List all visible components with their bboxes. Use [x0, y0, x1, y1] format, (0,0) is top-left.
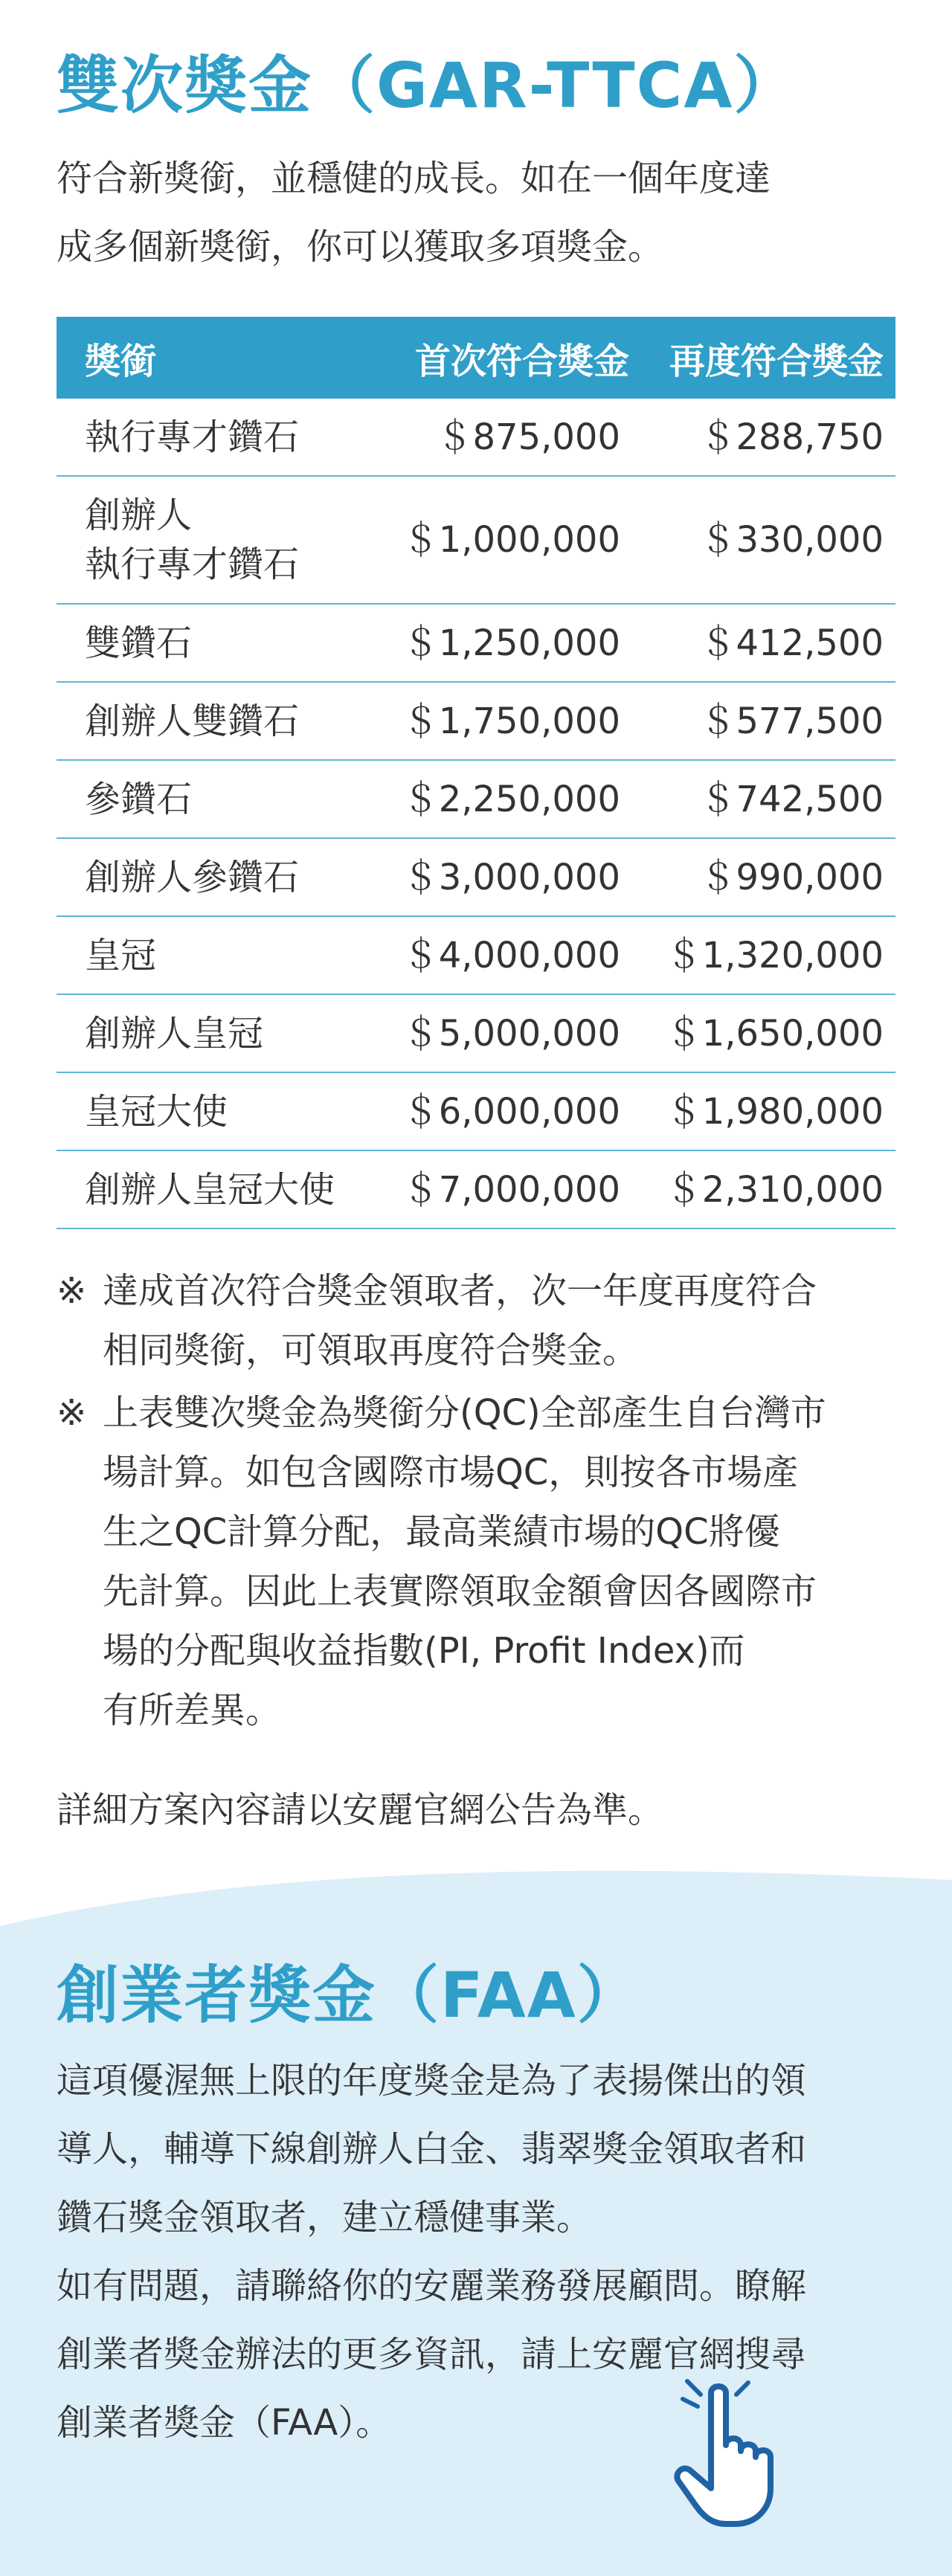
- first-bonus-value: ＄3,000,000: [369, 838, 635, 916]
- note-line: 上表雙次獎金為獎銜分(QC)全部產生自台灣市: [103, 1392, 826, 1434]
- gar-intro-line: 符合新獎銜，並穩健的成長。如在一個年度達: [57, 158, 771, 199]
- note-line: 場的分配與收益指數(PI, Profit Index)而: [103, 1630, 745, 1672]
- award-table: [57, 317, 895, 1229]
- note-line: 生之QC計算分配，最高業績市場的QC將優: [103, 1511, 780, 1553]
- header-repeat-bonus: 再度符合獎金: [635, 317, 895, 399]
- table-header-row: [57, 317, 895, 399]
- first-bonus-value: ＄4,000,000: [369, 916, 635, 994]
- note-line: 場計算。如包含國際市場QC，則按各市場產: [103, 1452, 799, 1493]
- repeat-bonus-value: ＄288,750: [635, 399, 895, 476]
- first-bonus-value: ＄1,750,000: [369, 682, 635, 760]
- repeat-bonus-value: ＄577,500: [635, 682, 895, 760]
- award-name: 皇冠大使: [57, 1072, 369, 1150]
- note-line: 達成首次符合獎金領取者，次一年度再度符合: [103, 1270, 817, 1312]
- first-bonus-value: ＄2,250,000: [369, 760, 635, 838]
- award-name-line: 執行專才鑽石: [85, 544, 300, 585]
- faa-line: 如有問題，請聯絡你的安麗業務發展顧問。瞭解: [57, 2265, 807, 2307]
- detail-note: 詳細方案內容請以安麗官網公告為準。: [57, 1789, 664, 1831]
- repeat-bonus-value: ＄412,500: [635, 604, 895, 682]
- repeat-bonus-value: ＄742,500: [635, 760, 895, 838]
- first-bonus-value: ＄6,000,000: [369, 1072, 635, 1150]
- award-name-line: 創辦人: [85, 495, 193, 536]
- repeat-bonus-value: ＄330,000: [635, 476, 895, 604]
- repeat-bonus-value: ＄1,650,000: [635, 994, 895, 1072]
- award-name: 雙鑽石: [57, 604, 369, 682]
- first-bonus-value: ＄7,000,000: [369, 1150, 635, 1229]
- table-row: [57, 838, 895, 916]
- repeat-bonus-value: ＄990,000: [635, 838, 895, 916]
- award-name: 皇冠: [57, 916, 369, 994]
- header-award: 獎銜: [57, 317, 369, 399]
- repeat-bonus-value: ＄2,310,000: [635, 1150, 895, 1229]
- table-row: [57, 604, 895, 682]
- note-line: 有所差異。: [103, 1690, 282, 1731]
- award-name: 創辦人參鑽石: [57, 838, 369, 916]
- repeat-bonus-value: ＄1,320,000: [635, 916, 895, 994]
- notes: [57, 1261, 895, 1743]
- note-line: 先計算。因此上表實際領取金額會因各國際市: [103, 1571, 817, 1612]
- faa-line: 創業者獎金辦法的更多資訊，請上安麗官網搜尋: [57, 2334, 807, 2375]
- faa-line: 導人，輔導下線創辦人白金、翡翠獎金領取者和: [57, 2128, 807, 2170]
- repeat-bonus-value: ＄1,980,000: [635, 1072, 895, 1150]
- first-bonus-value: ＄1,000,000: [369, 476, 635, 604]
- reference-mark: ※: [57, 1270, 87, 1312]
- first-bonus-value: ＄875,000: [369, 399, 635, 476]
- first-bonus-value: ＄5,000,000: [369, 994, 635, 1072]
- table-row: [57, 1150, 895, 1229]
- note-item: [57, 1261, 895, 1380]
- faa-line: 鑽石獎金領取者，建立穩健事業。: [57, 2197, 593, 2238]
- award-name: 參鑽石: [57, 760, 369, 838]
- award-name: 執行專才鑽石: [57, 399, 369, 476]
- note-line: 相同獎銜，可領取再度符合獎金。: [103, 1330, 639, 1371]
- faa-line: 創業者獎金（FAA）。: [57, 2402, 392, 2444]
- faa-line: 這項優渥無上限的年度獎金是為了表揚傑出的領: [57, 2060, 807, 2102]
- gar-intro-line: 成多個新獎銜，你可以獲取多項獎金。: [57, 226, 664, 268]
- award-name: [57, 476, 369, 604]
- pointing-hand-icon: [672, 2377, 799, 2533]
- first-bonus-value: ＄1,250,000: [369, 604, 635, 682]
- note-item: [57, 1383, 895, 1740]
- table-row: [57, 994, 895, 1072]
- reference-mark: ※: [57, 1392, 87, 1434]
- award-name: 創辦人雙鑽石: [57, 682, 369, 760]
- table-row: [57, 1072, 895, 1150]
- table-row: [57, 760, 895, 838]
- table-row: [57, 916, 895, 994]
- award-name: 創辦人皇冠: [57, 994, 369, 1072]
- table-row: [57, 682, 895, 760]
- gar-section: [57, 45, 895, 281]
- header-first-bonus: 首次符合獎金: [369, 317, 635, 399]
- gar-title: 雙次獎金（GAR-TTCA）: [57, 49, 798, 122]
- gar-intro: [57, 144, 895, 281]
- award-name: 創辦人皇冠大使: [57, 1150, 369, 1229]
- faa-title: 創業者獎金（FAA）: [57, 1959, 641, 2032]
- table-row: [57, 399, 895, 476]
- table-row: [57, 476, 895, 604]
